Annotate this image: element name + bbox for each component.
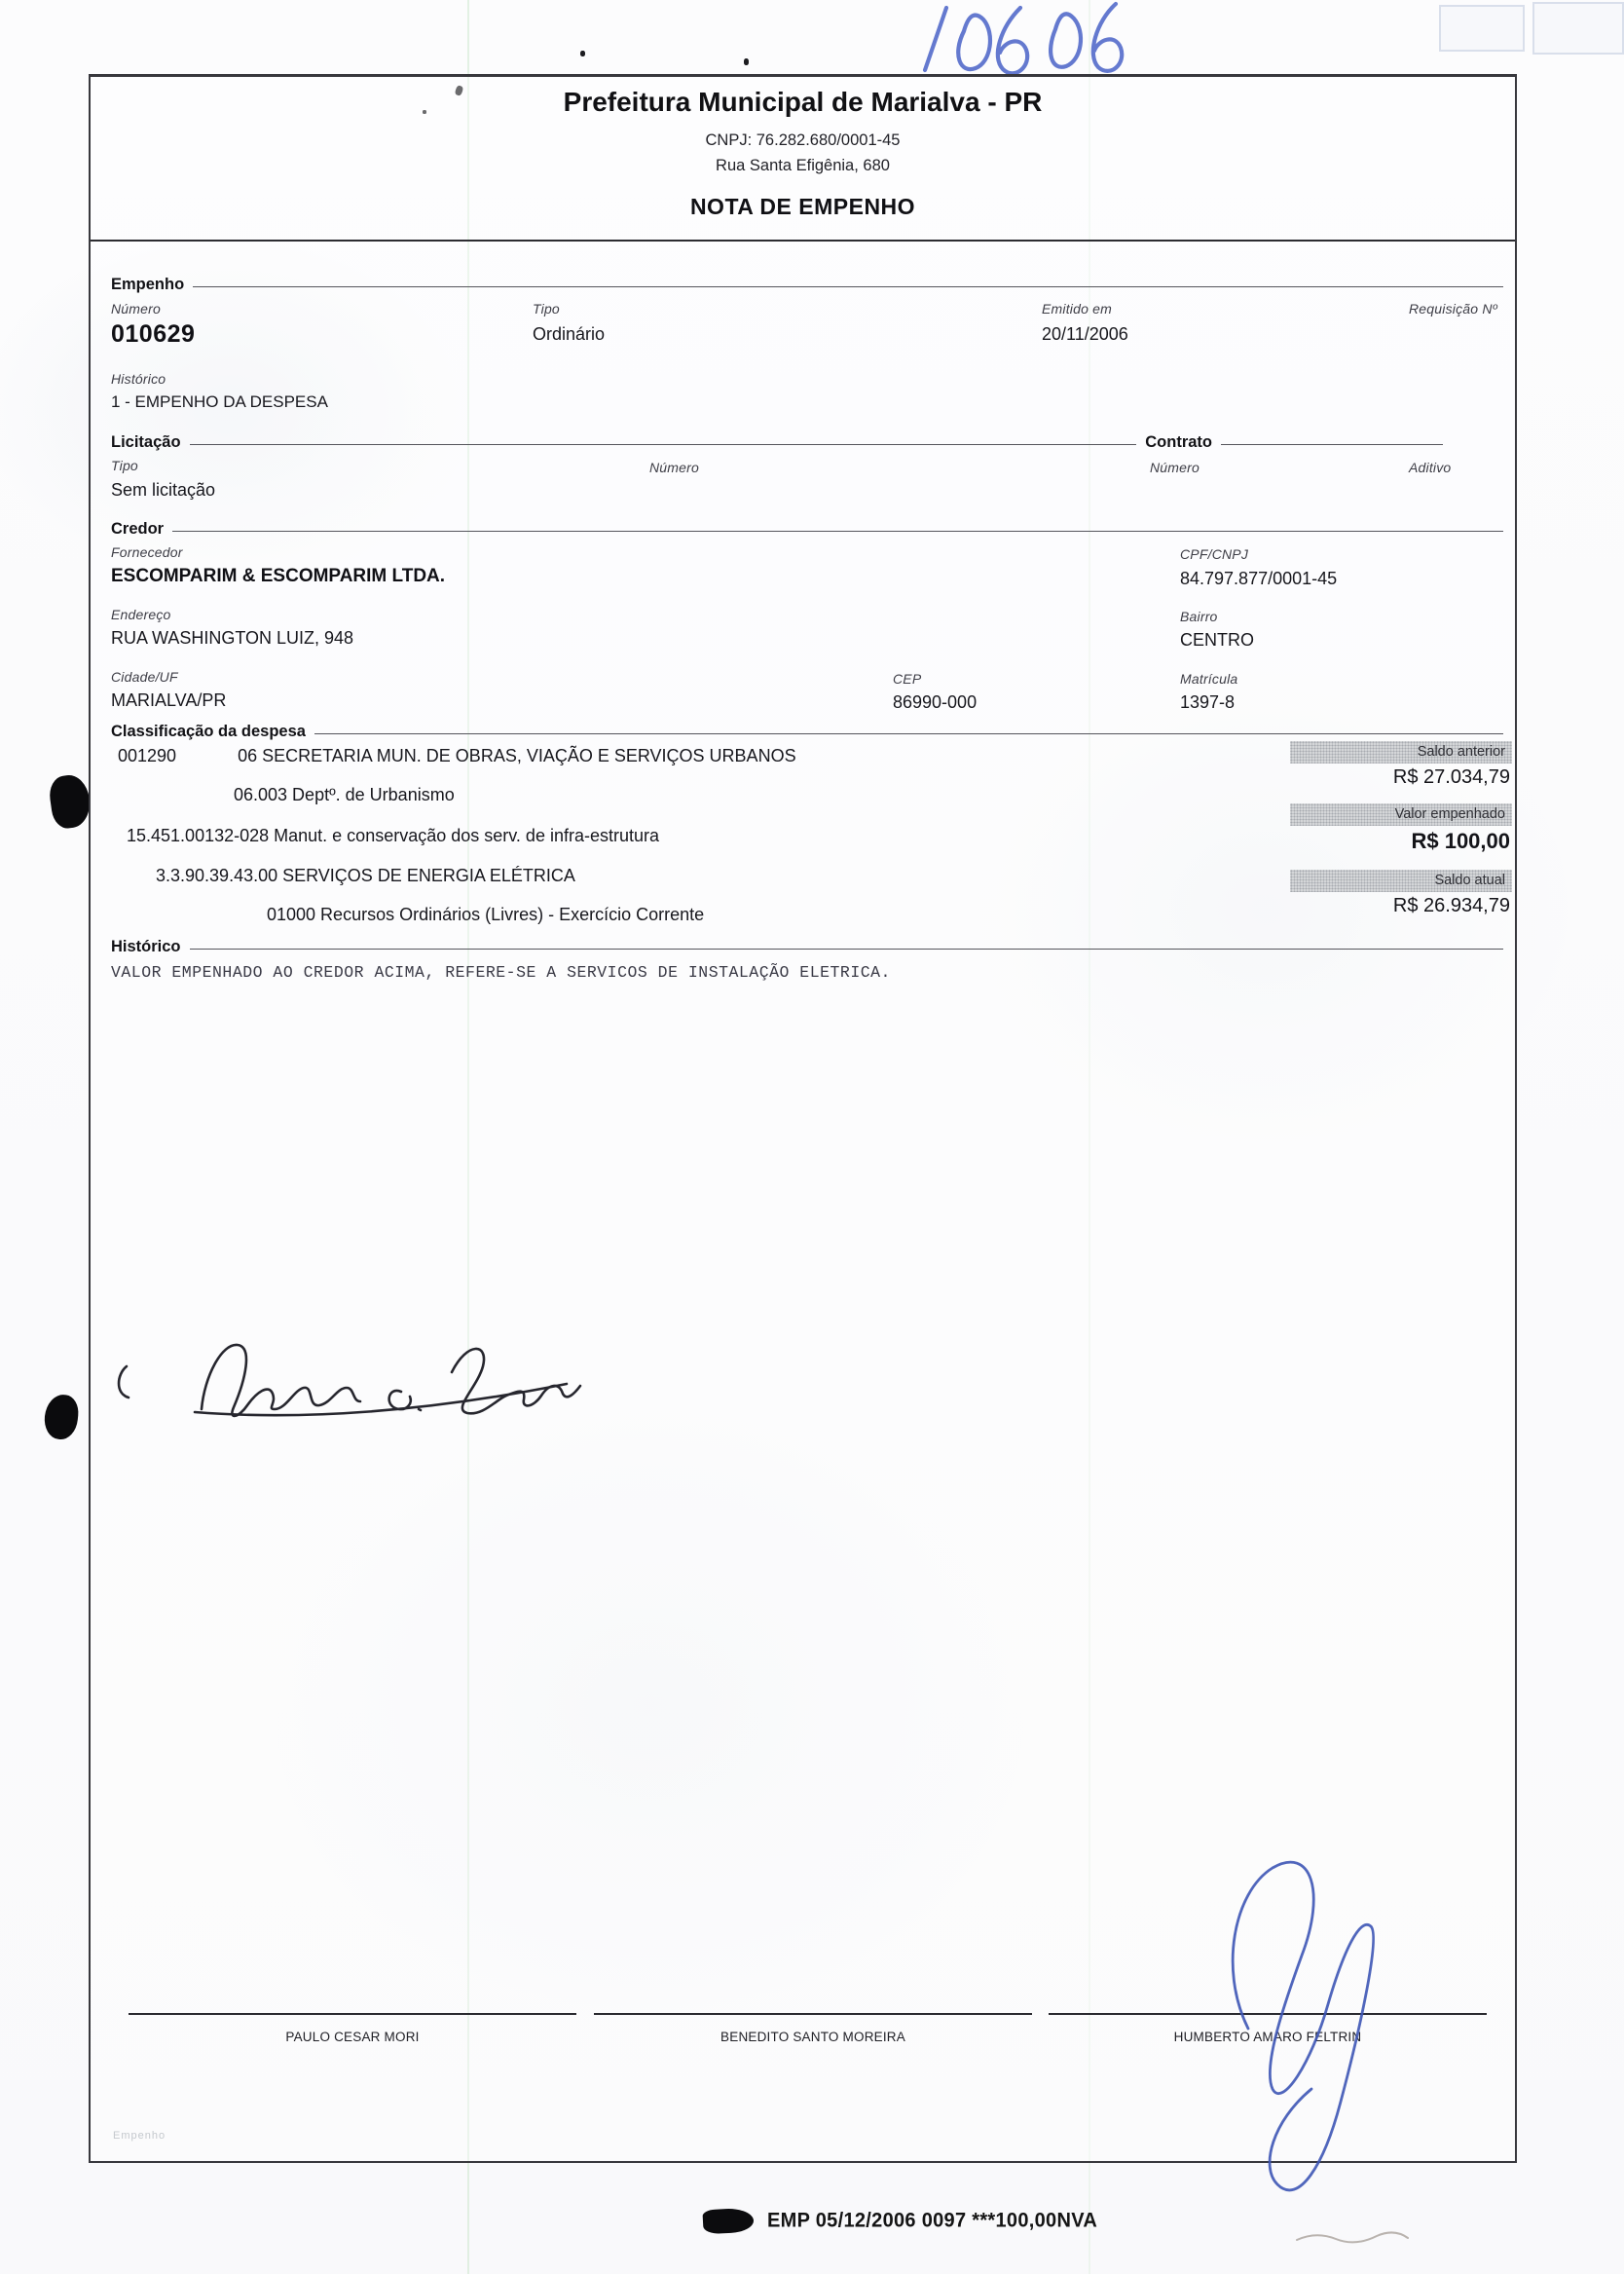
- licitacao-tipo-value: Sem licitação: [111, 480, 216, 500]
- validation-stamp: [703, 2209, 1097, 2233]
- credor-endereco-label: Endereço: [111, 607, 171, 622]
- empenho-numero-value: 010629: [111, 320, 196, 348]
- section-contrato-label: Contrato: [1145, 433, 1212, 451]
- credor-cidade-label: Cidade/UF: [111, 669, 178, 685]
- nota-de-empenho-document: [89, 74, 1517, 2163]
- section-licitacao-contrato: [111, 433, 1503, 452]
- credor-bairro-value: CENTRO: [1180, 630, 1254, 650]
- document-title: NOTA DE EMPENHO: [689, 194, 916, 219]
- classificacao-row: [118, 746, 796, 766]
- section-historico-label: Histórico: [111, 938, 181, 955]
- faint-footer-text: Empenho: [113, 2130, 166, 2142]
- section-historico: [111, 938, 1503, 956]
- classificacao-row: 06.003 Deptº. de Urbanismo: [234, 785, 455, 804]
- section-empenho: [111, 276, 1503, 294]
- classificacao-desc: 06 SECRETARIA MUN. DE OBRAS, VIAÇÃO E SERVIÇOS URBANOS: [238, 746, 796, 765]
- signature-name: BENEDITO SANTO MOREIRA: [720, 2030, 905, 2044]
- credor-cidade-value: MARIALVA/PR: [111, 690, 227, 710]
- licitacao-numero-label: Número: [649, 460, 699, 475]
- credor-endereco-value: RUA WASHINGTON LUIZ, 948: [111, 628, 354, 648]
- section-rule: [190, 949, 1503, 950]
- blue-pen-signature: [1180, 1824, 1414, 2223]
- credor-fornecedor-value: ESCOMPARIM & ESCOMPARIM LTDA.: [111, 566, 446, 586]
- saldo-atual-label: Saldo atual: [1290, 870, 1512, 892]
- saldo-anterior-value: R$ 27.034,79: [1392, 766, 1510, 788]
- empenho-requisicao-label: Requisição Nº: [1409, 301, 1497, 317]
- signature-line: [594, 2013, 1032, 2015]
- org-address: Rua Santa Efigênia, 680: [716, 157, 890, 174]
- signature-line: [129, 2013, 576, 2015]
- ink-speck: [744, 58, 749, 65]
- section-licitacao-label: Licitação: [111, 433, 181, 451]
- credor-bairro-label: Bairro: [1180, 609, 1218, 624]
- empenho-historico-value: 1 - EMPENHO DA DESPESA: [111, 392, 328, 411]
- ink-blot: [47, 772, 92, 830]
- ink-speck: [580, 51, 585, 56]
- org-name: Prefeitura Municipal de Marialva - PR: [563, 87, 1043, 117]
- handwritten-signature: [109, 1316, 596, 1476]
- historico-text: VALOR EMPENHADO AO CREDOR ACIMA, REFERE-SE A SERVICOS DE INSTALAÇÃO ELETRICA.: [111, 963, 891, 982]
- licitacao-tipo-label: Tipo: [111, 458, 138, 473]
- credor-cep-label: CEP: [893, 671, 922, 687]
- section-rule: [190, 444, 1137, 445]
- section-classificacao: [111, 723, 1503, 741]
- empenho-historico-label: Histórico: [111, 371, 166, 387]
- empenho-tipo-value: Ordinário: [533, 324, 606, 344]
- section-rule: [193, 286, 1503, 287]
- valor-empenhado-value: R$ 100,00: [1411, 829, 1510, 853]
- org-cnpj: CNPJ: 76.282.680/0001-45: [705, 131, 901, 149]
- credor-cpfcnpj-value: 84.797.877/0001-45: [1180, 569, 1338, 588]
- credor-cep-value: 86990-000: [893, 692, 978, 712]
- section-credor-label: Credor: [111, 520, 165, 538]
- classificacao-row: 15.451.00132-028 Manut. e conservação dos serv. de infra-estrutura: [127, 826, 659, 845]
- classificacao-row: 01000 Recursos Ordinários (Livres) - Exercício Corrente: [267, 905, 705, 924]
- valor-empenhado-label: Valor empenhado: [1290, 803, 1512, 826]
- saldo-atual-value: R$ 26.934,79: [1392, 895, 1510, 916]
- empenho-emitido-value: 20/11/2006: [1042, 324, 1128, 344]
- section-empenho-label: Empenho: [111, 276, 185, 293]
- contrato-numero-label: Número: [1150, 460, 1200, 475]
- ink-blot: [43, 1393, 81, 1440]
- classificacao-row: 3.3.90.39.43.00 SERVIÇOS DE ENERGIA ELÉTRICA: [156, 866, 575, 885]
- credor-cpfcnpj-label: CPF/CNPJ: [1180, 546, 1249, 562]
- pencil-squiggle: [1295, 2228, 1421, 2248]
- header-divider: [91, 240, 1515, 242]
- credor-matricula-value: 1397-8: [1180, 692, 1236, 712]
- section-rule: [172, 531, 1503, 532]
- stamp-text: EMP 05/12/2006 0097 ***100,00NVA: [767, 2209, 1098, 2232]
- section-credor: [111, 520, 1503, 539]
- faint-form-box: [1532, 2, 1624, 55]
- empenho-tipo-label: Tipo: [533, 301, 560, 317]
- stamp-mark: [702, 2208, 754, 2235]
- contrato-aditivo-label: Aditivo: [1409, 460, 1452, 475]
- signature-name: HUMBERTO AMARO FELTRIN: [1173, 2030, 1362, 2044]
- credor-fornecedor-label: Fornecedor: [111, 544, 183, 560]
- empenho-numero-label: Número: [111, 301, 161, 317]
- section-rule: [1221, 444, 1443, 445]
- section-classificacao-label: Classificação da despesa: [111, 723, 306, 740]
- empenho-emitido-label: Emitido em: [1042, 301, 1113, 317]
- credor-matricula-label: Matrícula: [1180, 671, 1238, 687]
- classificacao-code: 001290: [118, 746, 177, 765]
- section-rule: [314, 733, 1503, 734]
- signature-name: PAULO CESAR MORI: [285, 2030, 420, 2044]
- saldo-anterior-label: Saldo anterior: [1290, 741, 1512, 764]
- faint-form-box: [1439, 5, 1525, 52]
